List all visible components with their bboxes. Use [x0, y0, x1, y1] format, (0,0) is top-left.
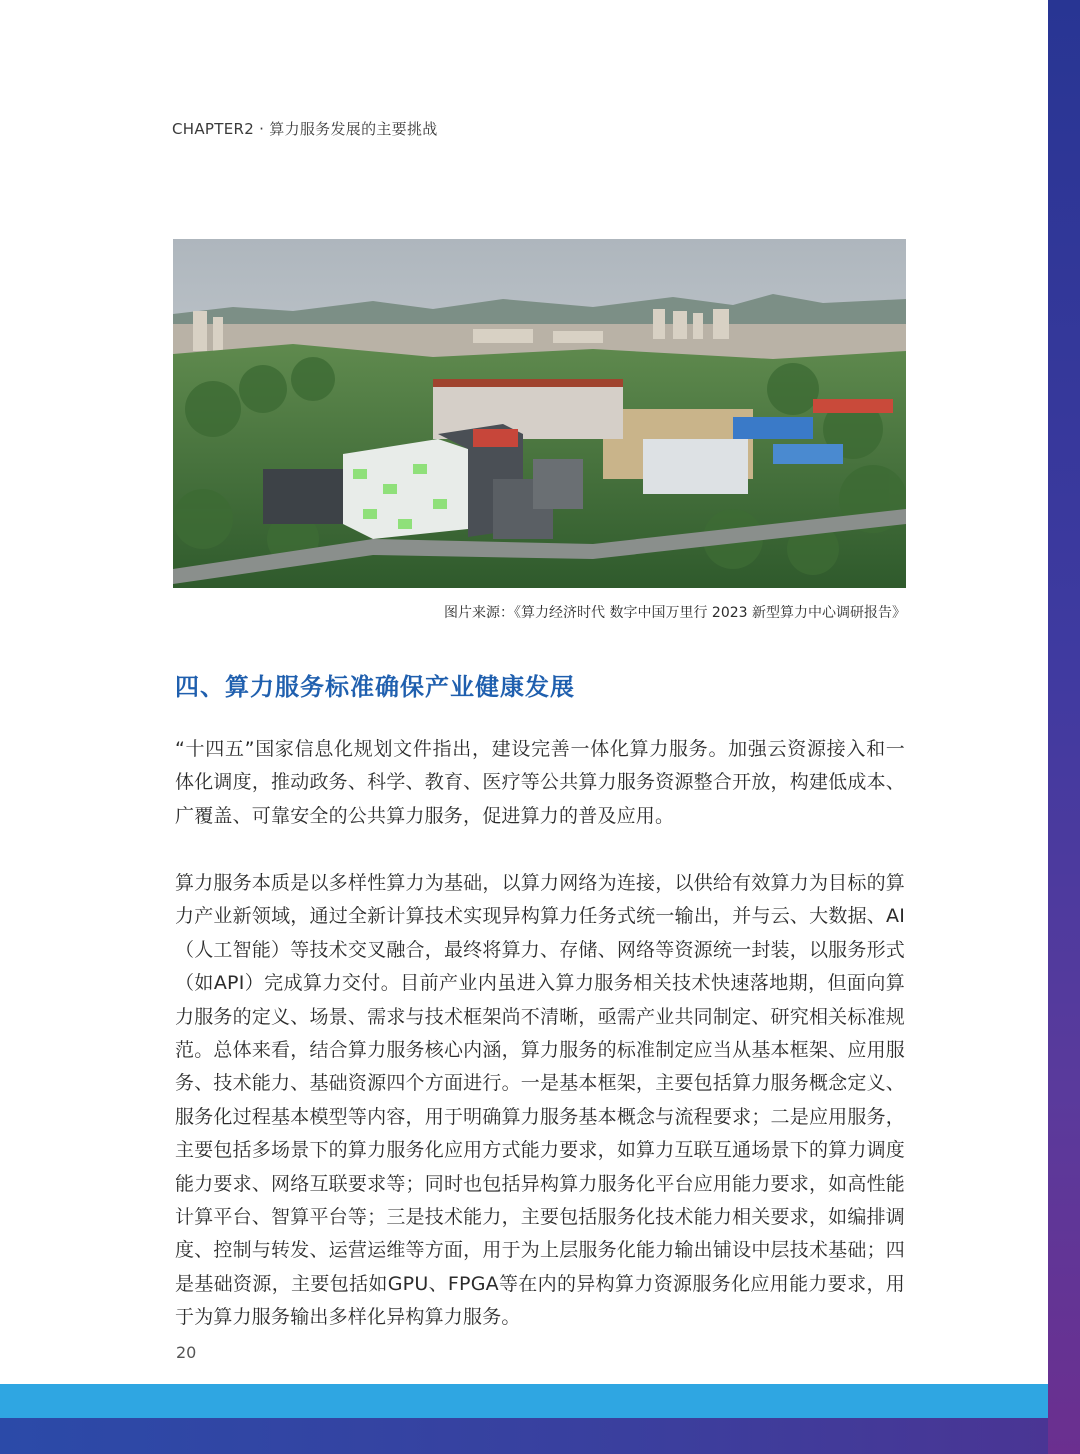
- running-head: CHAPTER2 · 算力服务发展的主要挑战: [172, 120, 438, 138]
- body-paragraph-1: “十四五”国家信息化规划文件指出，建设完善一体化算力服务。加强云资源接入和一体化调度，推动政务、科学、教育、医疗等公共算力服务资源整合开放，构建低成本、广覆盖、可靠安全的公共算力服务，促进算力的普及应用。: [175, 738, 905, 827]
- figure-caption: 图片来源：《算力经济时代 数字中国万里行 2023 新型算力中心调研报告》: [444, 605, 906, 621]
- page-number: 20: [176, 1343, 197, 1362]
- footer-band-dark: [0, 1418, 1048, 1454]
- footer-band-light: [0, 1384, 1048, 1418]
- body-paragraph-2: 算力服务本质是以多样性算力为基础，以算力网络为连接，以供给有效算力为目标的算力产业新领域，通过全新计算技术实现异构算力任务式统一输出，并与云、大数据、AI（人工智能）等技术交叉融合，最终将算力、存储、网络等资源统一封装，以服务形式（如API）完成算力交付。目前产业内虽进入算力服务相关技术快速落地期，但面向算力服务的定义、场景、需求与技术框架尚不清晰，亟需产业共同制定、研究相关标准规范。总体来看，结合算力服务核心内涵，算力服务的标准制定应当从基本框架、应用服务、技术能力、基础资源四个方面进行。一是基本框架，主要包括算力服务概念定义、服务化过程基本模型等内容，用于明确算力服务基本概念与流程要求；二是应用服务，主要包括多场景下的算力服务化应用方式能力要求，如算力互联互通场景下的算力调度能力要求、网络互联要求等；同时也包括异构算力服务化平台应用能力要求，如高性能计算平台、智算平台等；三是技术能力，主要包括服务化技术能力相关要求，如编排调度、控制与转发、运营运维等方面，用于为上层服务化能力输出铺设中层技术基础；四是基础资源，主要包括如GPU、FPGA等在内的异构算力资源服务化应用能力要求，用于为算力服务输出多样化异构算力服务。: [175, 872, 905, 1329]
- aerial-photo: [173, 239, 906, 588]
- side-color-bar: [1048, 0, 1080, 1454]
- section-heading: 四、算力服务标准确保产业健康发展: [175, 673, 575, 701]
